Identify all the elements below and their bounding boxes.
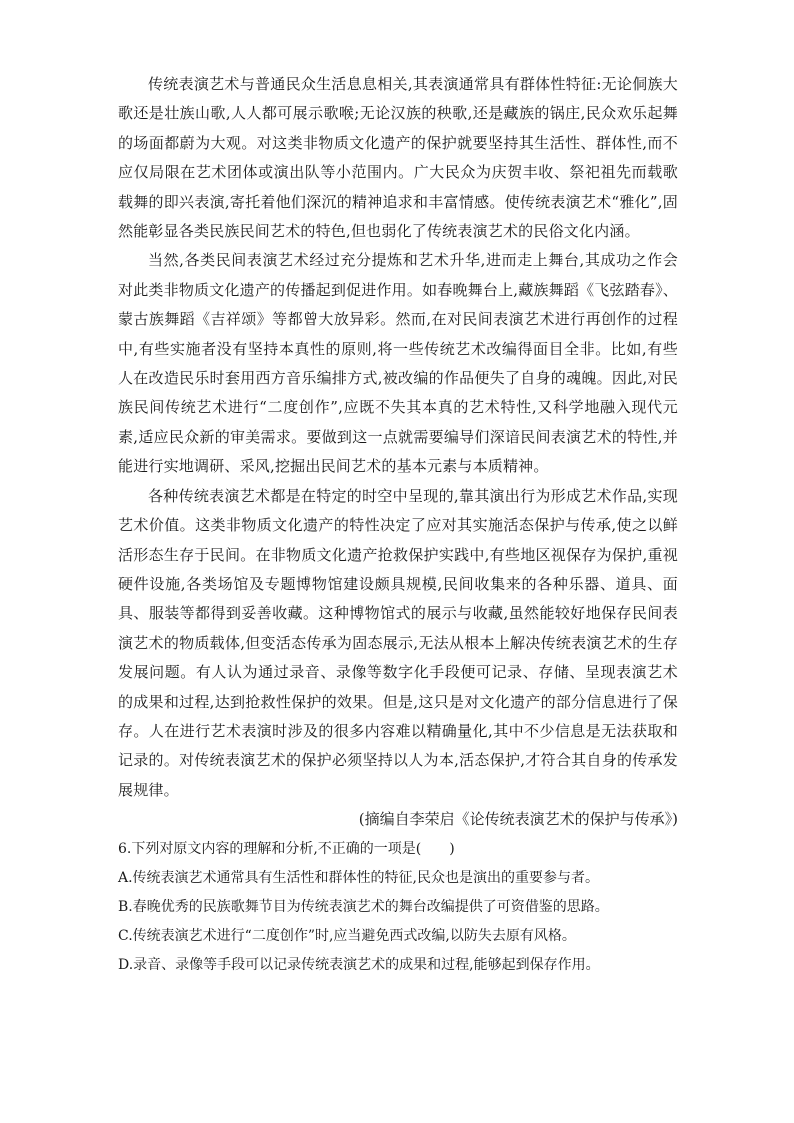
option-c: C.传统表演艺术进行“二度创作”时,应当避免西式改编,以防失去原有风格。 xyxy=(118,927,576,944)
question-stem: 6.下列对原文内容的理解和分析,不正确的一项是( ) xyxy=(118,840,455,857)
source-citation: (摘编自李荣启《论传统表演艺术的保护与传承》) xyxy=(358,810,678,829)
paragraph-3: 各种传统表演艺术都是在特定的时空中呈现的,靠其演出行为形成艺术作品,实现艺术价值。这类非物质文化遗产的特性决定了应对其实施活态保护与传承,使之以鲜活形态生存于民间。在非物质文化遗产抢救保护实践中,有些地区视保存为保护,重视硬件设施,各类场馆及专题博物馆建设颇具规模,民间收集来的各种乐器、道具、面具、服装等都得到妥善收藏。这种博物馆式的展示与收藏,虽然能较好地保存民间表演艺术的物质载体,但变活态传承为固态展示,无法从根本上解决传统表演艺术的生存发展问题。有人认为通过录音、录像等数字化手段便可记录、存储、呈现表演艺术的成果和过程,达到抢救性保护的效果。但是,这只是对文化遗产的部分信息进行了保存。人在进行艺术表演时涉及的很多内容难以精确量化,其中不少信息是无法获取和记录的。对传统表演艺术的保护必须坚持以人为本,活态保护,才符合其自身的传承发展规律。 xyxy=(118,486,678,799)
question-block xyxy=(118,835,678,980)
paragraph-2: 当然,各类民间表演艺术经过充分提炼和艺术升华,进而走上舞台,其成功之作会对此类非物质文化遗产的传播起到促进作用。如春晚舞台上,藏族舞蹈《飞弦踏春》、蒙古族舞蹈《吉祥颂》等都曾大放异彩。然而,在对民间表演艺术进行再创作的过程中,有些实施者没有坚持本真性的原则,将一些传统艺术改编得面目全非。比如,有些人在改造民乐时套用西方音乐编排方式,被改编的作品便失了自身的魂魄。因此,对民族民间传统艺术进行“二度创作”,应既不失其本真的艺术特性,又科学地融入现代元素,适应民众新的审美需求。要做到这一点就需要编导们深谙民间表演艺术的特性,并能进行实地调研、采风,挖掘出民间艺术的基本元素与本质精神。 xyxy=(118,251,678,476)
document-page xyxy=(118,70,678,980)
option-b: B.春晚优秀的民族歌舞节目为传统表演艺术的舞台改编提供了可资借鉴的思路。 xyxy=(118,898,609,915)
option-a: A.传统表演艺术通常具有生活性和群体性的特征,民众也是演出的重要参与者。 xyxy=(118,869,600,886)
paragraph-1: 传统表演艺术与普通民众生活息息相关,其表演通常具有群体性特征:无论侗族大歌还是壮族山歌,人人都可展示歌喉;无论汉族的秧歌,还是藏族的锅庄,民众欢乐起舞的场面都蔚为大观。对这类非物质文化遗产的保护就要坚持其生活性、群体性,而不应仅局限在艺术团体或演出队等小范围内。广大民众为庆贺丰收、祭祀祖先而载歌载舞的即兴表演,寄托着他们深沉的精神追求和丰富情感。使传统表演艺术“雅化”,固然能彰显各类民族民间艺术的特色,但也弱化了传统表演艺术的民俗文化内涵。 xyxy=(118,75,678,241)
option-d: D.录音、录像等手段可以记录传统表演艺术的成果和过程,能够起到保存作用。 xyxy=(118,956,600,973)
